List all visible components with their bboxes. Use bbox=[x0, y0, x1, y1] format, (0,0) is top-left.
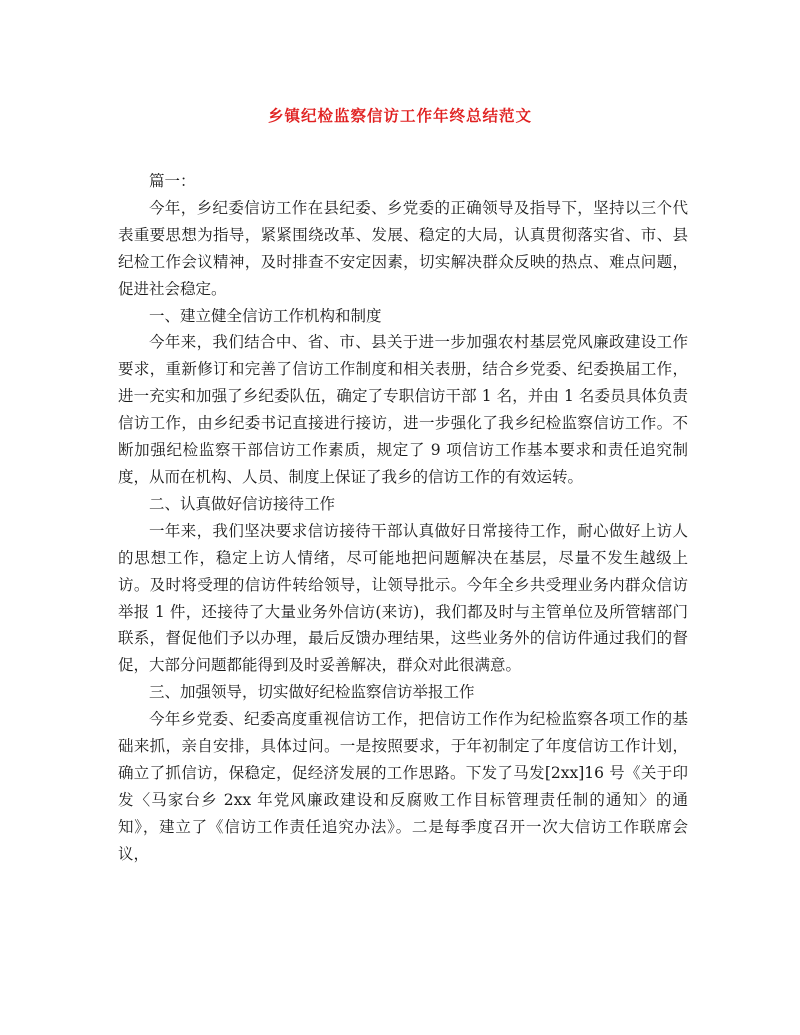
section-heading-3: 三、加强领导，切实做好纪检监察信访举报工作 bbox=[149, 683, 475, 702]
section-2-paragraph: 一年来，我们坚决要求信访接待干部认真做好日常接待工作，耐心做好上访人的思想工作，稳定上访人情绪，尽可能地把问题解决在基层，尽量不发生越级上访。及时将受理的信访件转给领导，让领导批示。今年全乡共受理业务内群众信访举报 1 件，还接待了大量业务外信访(来访)，我们都及时与主管单位及所管辖部门联系，督促他们予以办理，最后反馈办理结果，这些业务外的信访件通过我们的督促，大部分问题都能得到及时妥善解决，群众对此很满意。 bbox=[118, 521, 688, 675]
section-heading-2: 二、认真做好信访接待工作 bbox=[149, 494, 336, 513]
section-heading-1: 一、建立健全信访工作机构和制度 bbox=[149, 306, 382, 325]
section-label: 篇一： bbox=[149, 172, 196, 190]
section-1-paragraph: 今年来，我们结合中、省、市、县关于进一步加强农村基层党风廉政建设工作要求，重新修订和完善了信访工作制度和相关表册，结合乡党委、纪委换届工作，进一充实和加强了乡纪委队伍，确定了专职信访干部 1 名，并由 1 名委员具体负责信访工作，由乡纪委书记直接进行接访，进一步强化了我乡纪检监察信访工作。不断加强纪检监察干部信访工作素质，规定了 9 项信访工作基本要求和责任追究制度，从而在机构、人员、制度上保证了我乡的信访工作的有效运转。 bbox=[118, 333, 688, 486]
intro-paragraph: 今年，乡纪委信访工作在县纪委、乡党委的正确领导及指导下，坚持以三个代表重要思想为指导，紧紧围绕改革、发展、稳定的大局，认真贯彻落实省、市、县纪检工作会议精神，及时排查不安定因素，切实解决群众反映的热点、难点问题，促进社会稳定。 bbox=[118, 198, 688, 298]
section-3-paragraph: 今年乡党委、纪委高度重视信访工作，把信访工作作为纪检监察各项工作的基础来抓，亲自安排，具体过问。一是按照要求，于年初制定了年度信访工作计划，确立了抓信访，保稳定，促经济发展的工作思路。下发了马发[2xx]16 号《关于印发〈马家台乡 2xx 年党风廉政建设和反腐败工作目标管理责任制的通知〉的通知》，建立了《信访工作责任追究办法》。二是每季度召开一次大信访工作联席会议， bbox=[118, 710, 688, 863]
document-title: 乡镇纪检监察信访工作年终总结范文 bbox=[267, 106, 532, 125]
document-body bbox=[118, 168, 688, 868]
